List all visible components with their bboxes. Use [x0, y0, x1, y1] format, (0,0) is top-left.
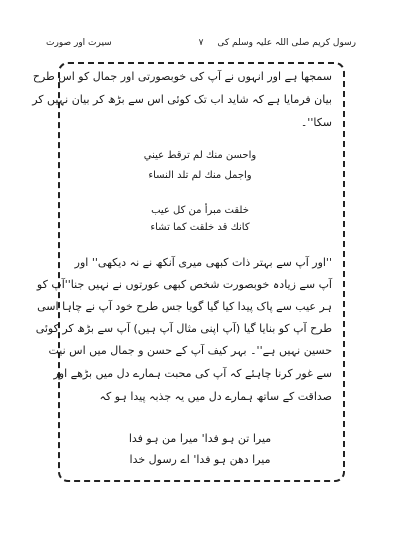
page-number: ۷: [198, 38, 204, 48]
text-line: صداقت کے ساتھ ہمارے دل میں یہ جذبہ پیدا ہو کہ: [99, 390, 332, 403]
text-line: آپ سے زیادہ خوبصورت شخص کبھی عورتوں نے نہیں جنا''آپ کو: [36, 278, 332, 291]
verse-line: میرا دھن ہو فدا' اے رسول خدا: [129, 453, 271, 466]
text-line: طرح آپ کو بنایا گیا (آپ اپنی مثال آپ ہیں) آپ سے بڑھ کر کوئی: [35, 322, 332, 335]
text-line: سے غور کرنا چاہئے کہ آپ کی محبت ہمارے دل میں بڑھے اور: [53, 367, 332, 380]
verse-line: واجمل منك لم تلد النساء: [148, 170, 252, 181]
verse-line: كانك قد خلقت كما تشاء: [150, 222, 250, 233]
page-header: [46, 38, 356, 52]
header-chapter-title: سیرت اور صورت: [46, 38, 112, 48]
header-book-title: رسول کریم صلی اللہ علیہ وسلم کی: [217, 38, 356, 48]
text-line: سمجھا ہے اور انہوں نے آپ کی خوبصورتی اور جمال کو اس طرح: [32, 70, 332, 83]
text-line: بیان فرمایا ہے کہ شاید اب تک کوئی اس سے بڑھ کر بیان نہیں کر: [32, 93, 332, 106]
text-line: ''اور آپ سے بہتر ذات کبھی میری آنکھ نے نہ دیکھی'' اور: [74, 256, 332, 269]
text-line: حسین نہیں ہے''۔ بہر کیف آپ کے حسن و جمال میں اس نیت: [48, 344, 332, 357]
text-line: سکا''۔: [300, 116, 332, 129]
verse-line: واحسن منك لم ترقط عيني: [143, 150, 257, 161]
text-line: ہر عیب سے پاک پیدا کیا گیا گویا جس طرح خود آپ نے چاہا اسی: [37, 300, 332, 313]
verse-line: میرا تن ہو فدا' میرا من ہو فدا: [128, 432, 272, 445]
verse-line: خلقت مبرأ من كل عيب: [151, 205, 249, 216]
